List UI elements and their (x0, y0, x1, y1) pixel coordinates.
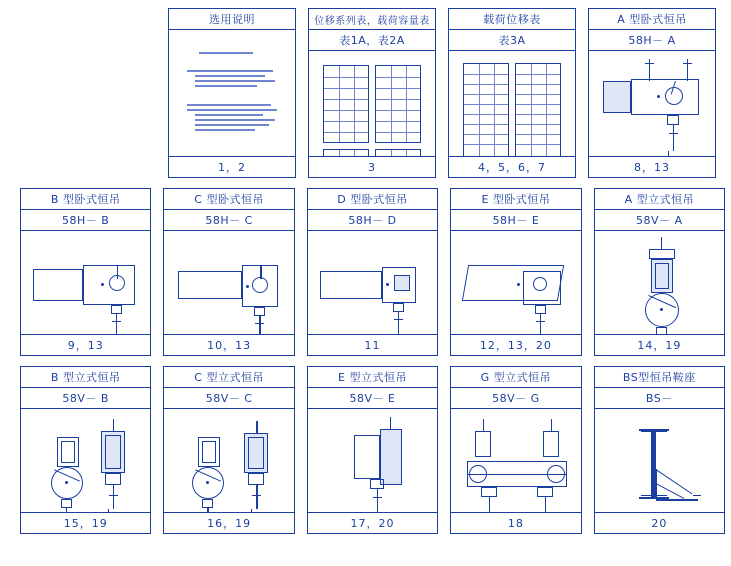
card-drawing-tables (449, 51, 575, 156)
mini-table-bottom-right (375, 149, 421, 156)
card-row-2 (0, 178, 731, 356)
housing (380, 429, 402, 485)
card-type-d-horizontal[interactable] (307, 188, 438, 356)
card-subheader: 58V－ B (21, 388, 150, 409)
card-subheader: 58H－ D (308, 210, 437, 231)
card-drawing-horizontal-b (21, 231, 150, 334)
card-drawing-horizontal-c (164, 231, 293, 334)
card-header: B 型立式恒吊 (21, 367, 150, 388)
card-type-c-horizontal[interactable] (163, 188, 294, 356)
card-type-b-horizontal[interactable] (20, 188, 151, 356)
card-footer: 18 (451, 512, 580, 533)
card-subheader: 58H－ E (451, 210, 580, 231)
body-frame (178, 271, 242, 299)
outer-frame (354, 435, 380, 479)
card-drawing-text-page (169, 30, 295, 156)
card-drawing-vertical-a (595, 231, 724, 334)
card-header: 位移系列表，载荷容量表 (309, 9, 435, 30)
card-header: G 型立式恒吊 (451, 367, 580, 388)
card-subheader: 58H－ C (164, 210, 293, 231)
mini-table-right (375, 65, 421, 143)
card-type-b-vertical[interactable] (20, 366, 151, 534)
card-drawing-tables (309, 51, 435, 156)
top-bracket (649, 249, 675, 259)
card-drawing-horizontal-a (589, 51, 715, 156)
card-subheader: BS－ (595, 388, 724, 409)
clevis (667, 115, 679, 125)
card-footer: 17，20 (308, 512, 437, 533)
card-type-e-vertical[interactable] (307, 366, 438, 534)
card-row-3 (0, 356, 731, 534)
mini-table-left (323, 65, 369, 143)
card-subheader: 表3A (449, 30, 575, 51)
mini-table-bottom-left (323, 149, 369, 156)
card-subheader: 58H－ B (21, 210, 150, 231)
card-header: A 型立式恒吊 (595, 189, 724, 210)
card-footer: 14，19 (595, 334, 724, 355)
card-subheader: 58H－ A (589, 30, 715, 51)
card-table-1a-2a[interactable] (308, 8, 436, 178)
card-footer: 11 (308, 334, 437, 355)
card-subheader: 58V－ E (308, 388, 437, 409)
mini-table-right (515, 63, 561, 156)
card-footer: 1，2 (169, 156, 295, 177)
card-drawing-bs-saddle (595, 409, 724, 512)
card-footer: 9，13 (21, 334, 150, 355)
card-footer: 15，19 (21, 512, 150, 533)
card-header: D 型卧式恒吊 (308, 189, 437, 210)
card-footer: 3 (309, 156, 435, 177)
card-footer: 10，13 (164, 334, 293, 355)
card-subheader: 表1A，表2A (309, 30, 435, 51)
body-frame (320, 271, 382, 299)
card-drawing-horizontal-d (308, 231, 437, 334)
card-header: E 型立式恒吊 (308, 367, 437, 388)
card-footer: 16，19 (164, 512, 293, 533)
card-subheader: 58V－ A (595, 210, 724, 231)
card-footer: 12，13，20 (451, 334, 580, 355)
card-drawing-vertical-b (21, 409, 150, 512)
card-bs-saddle[interactable] (594, 366, 725, 534)
card-selection-guide[interactable] (168, 8, 296, 178)
card-header: B 型卧式恒吊 (21, 189, 150, 210)
card-type-a-horizontal[interactable] (588, 8, 716, 178)
card-type-c-vertical[interactable] (163, 366, 294, 534)
card-header: BS型恒吊鞍座 (595, 367, 724, 388)
card-drawing-horizontal-e (451, 231, 580, 334)
card-header: A 型卧式恒吊 (589, 9, 715, 30)
body-frame (33, 269, 83, 301)
card-header: E 型卧式恒吊 (451, 189, 580, 210)
card-header: C 型卧式恒吊 (164, 189, 293, 210)
card-header: 选用说明 (169, 9, 295, 30)
card-header: 载荷位移表 (449, 9, 575, 30)
card-footer: 20 (595, 512, 724, 533)
card-drawing-vertical-e (308, 409, 437, 512)
card-subheader: 58V－ G (451, 388, 580, 409)
card-subheader: 58V－ C (164, 388, 293, 409)
card-type-a-vertical[interactable] (594, 188, 725, 356)
mini-table-left (463, 63, 509, 156)
card-header: C 型立式恒吊 (164, 367, 293, 388)
card-drawing-vertical-g (451, 409, 580, 512)
card-footer: 4，5，6，7 (449, 156, 575, 177)
card-footer: 8，13 (589, 156, 715, 177)
card-drawing-vertical-c (164, 409, 293, 512)
card-row-1 (0, 0, 731, 178)
card-type-e-horizontal[interactable] (450, 188, 581, 356)
housing (603, 81, 631, 113)
card-type-g-vertical[interactable] (450, 366, 581, 534)
card-table-3a[interactable] (448, 8, 576, 178)
